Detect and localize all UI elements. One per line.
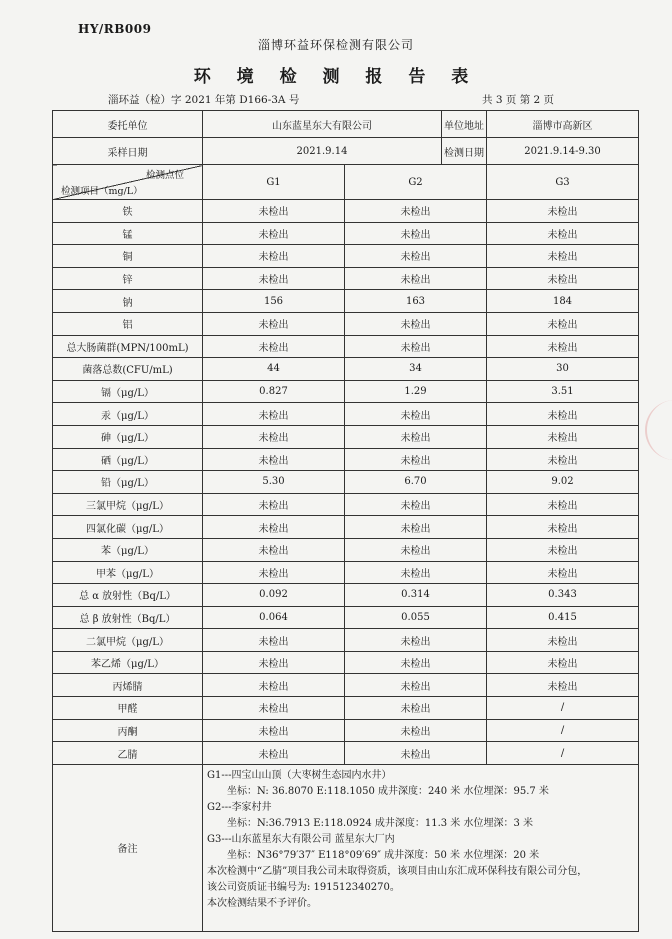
g3-cell: 0.415 <box>487 606 639 629</box>
item-cell: 丙酮 <box>53 719 203 742</box>
g2-cell: 163 <box>345 290 487 313</box>
g3-cell: 未检出 <box>487 448 639 471</box>
item-cell: 甲苯（μg/L） <box>53 561 203 584</box>
column-g3: G3 <box>487 165 639 200</box>
table-row <box>53 200 639 223</box>
item-label: 检测项目（mg/L） <box>61 186 143 197</box>
g1-cell: 0.064 <box>203 606 345 629</box>
table-row <box>53 222 639 245</box>
item-cell: 总 α 放射性（Bq/L） <box>53 584 203 607</box>
g3-cell: 未检出 <box>487 425 639 448</box>
item-cell: 砷（μg/L） <box>53 425 203 448</box>
g2-cell: 未检出 <box>345 561 487 584</box>
item-cell: 铜 <box>53 245 203 268</box>
item-cell: 菌落总数(CFU/mL) <box>53 358 203 381</box>
item-cell: 汞（μg/L） <box>53 403 203 426</box>
g1-cell: 未检出 <box>203 403 345 426</box>
g3-cell: 未检出 <box>487 245 639 268</box>
g1-cell: 0.827 <box>203 380 345 403</box>
table-row <box>53 697 639 720</box>
table-row <box>53 584 639 607</box>
g2-cell: 34 <box>345 358 487 381</box>
g2-cell: 未检出 <box>345 697 487 720</box>
item-cell: 苯（μg/L） <box>53 538 203 561</box>
g3-cell: 未检出 <box>487 516 639 539</box>
g3-cell: 184 <box>487 290 639 313</box>
table-row <box>53 606 639 629</box>
g3-cell: / <box>487 719 639 742</box>
g1-cell: 未检出 <box>203 538 345 561</box>
g1-cell: 未检出 <box>203 651 345 674</box>
g2-cell: 未检出 <box>345 245 487 268</box>
g3-cell: 未检出 <box>487 629 639 652</box>
item-cell: 铝 <box>53 312 203 335</box>
g2-cell: 未检出 <box>345 538 487 561</box>
remarks-line: 本次检测结果不予评价。 <box>207 897 317 909</box>
g2-cell: 未检出 <box>345 719 487 742</box>
diagonal-header-cell <box>53 165 203 200</box>
table-row <box>53 629 639 652</box>
g2-cell: 未检出 <box>345 312 487 335</box>
document-number: HY/RB009 <box>78 22 152 36</box>
g1-cell: 未检出 <box>203 561 345 584</box>
remarks-row <box>53 764 639 931</box>
item-cell: 乙腈 <box>53 742 203 765</box>
column-g2: G2 <box>345 165 487 200</box>
page-count: 共 3 页 第 2 页 <box>482 94 555 106</box>
g2-cell: 0.314 <box>345 584 487 607</box>
g2-cell: 未检出 <box>345 267 487 290</box>
g2-cell: 6.70 <box>345 471 487 494</box>
table-row <box>53 358 639 381</box>
g2-cell: 1.29 <box>345 380 487 403</box>
g1-cell: 未检出 <box>203 245 345 268</box>
table-row <box>53 516 639 539</box>
item-cell: 二氯甲烷（μg/L） <box>53 629 203 652</box>
g1-cell: 未检出 <box>203 493 345 516</box>
remarks-line: G2---李家村井 <box>207 801 272 813</box>
g1-cell: 未检出 <box>203 200 345 223</box>
item-cell: 硒（μg/L） <box>53 448 203 471</box>
g2-cell: 未检出 <box>345 200 487 223</box>
g1-cell: 0.092 <box>203 584 345 607</box>
g3-cell: 未检出 <box>487 561 639 584</box>
remarks-content <box>203 764 639 931</box>
g3-cell: 30 <box>487 358 639 381</box>
remarks-line: 坐标：N36°79′37″ E118°09′69″ 成井深度：50 米 水位埋深：20 米 <box>227 849 540 861</box>
g1-cell: 未检出 <box>203 742 345 765</box>
item-cell: 总大肠菌群(MPN/100mL) <box>53 335 203 358</box>
results-table <box>52 110 639 932</box>
g3-cell: 未检出 <box>487 674 639 697</box>
remarks-line: 本次检测中“乙腈”项目我公司未取得资质，该项目由山东汇成环保科技有限公司分包， <box>207 865 588 877</box>
client-row <box>53 111 639 138</box>
g1-cell: 未检出 <box>203 425 345 448</box>
g1-cell: 未检出 <box>203 335 345 358</box>
client-label: 委托单位 <box>53 111 203 138</box>
g2-cell: 未检出 <box>345 493 487 516</box>
g3-cell: 3.51 <box>487 380 639 403</box>
g3-cell: 未检出 <box>487 222 639 245</box>
g2-cell: 未检出 <box>345 651 487 674</box>
table-row <box>53 674 639 697</box>
table-row <box>53 561 639 584</box>
g1-cell: 未检出 <box>203 719 345 742</box>
table-row <box>53 245 639 268</box>
test-date-label: 检测日期 <box>442 138 487 165</box>
table-row <box>53 335 639 358</box>
g2-cell: 未检出 <box>345 335 487 358</box>
item-cell: 苯乙烯（μg/L） <box>53 651 203 674</box>
g3-cell: 未检出 <box>487 312 639 335</box>
date-row <box>53 138 639 165</box>
g3-cell: 未检出 <box>487 538 639 561</box>
g3-cell: 未检出 <box>487 403 639 426</box>
table-row <box>53 448 639 471</box>
table-row <box>53 380 639 403</box>
table-row <box>53 493 639 516</box>
seal-stamp <box>645 400 672 460</box>
item-cell: 丙烯腈 <box>53 674 203 697</box>
g2-cell: 未检出 <box>345 629 487 652</box>
g3-cell: 0.343 <box>487 584 639 607</box>
g1-cell: 未检出 <box>203 629 345 652</box>
g1-cell: 5.30 <box>203 471 345 494</box>
address-label: 单位地址 <box>442 111 487 138</box>
g2-cell: 未检出 <box>345 222 487 245</box>
g1-cell: 156 <box>203 290 345 313</box>
g1-cell: 未检出 <box>203 516 345 539</box>
test-date-value: 2021.9.14-9.30 <box>487 138 639 165</box>
g2-cell: 未检出 <box>345 403 487 426</box>
g3-cell: 9.02 <box>487 471 639 494</box>
table-row <box>53 425 639 448</box>
column-header-row <box>53 165 639 200</box>
point-label: 检测点位 <box>145 170 184 181</box>
item-cell: 钠 <box>53 290 203 313</box>
client-value: 山东蓝星东大有限公司 <box>203 111 442 138</box>
g1-cell: 未检出 <box>203 267 345 290</box>
g3-cell: 未检出 <box>487 651 639 674</box>
g3-cell: / <box>487 742 639 765</box>
g1-cell: 未检出 <box>203 222 345 245</box>
g3-cell: / <box>487 697 639 720</box>
sample-date-label: 采样日期 <box>53 138 203 165</box>
table-row <box>53 719 639 742</box>
item-cell: 甲醛 <box>53 697 203 720</box>
g1-cell: 44 <box>203 358 345 381</box>
item-cell: 四氯化碳（μg/L） <box>53 516 203 539</box>
item-cell: 铅（μg/L） <box>53 471 203 494</box>
table-row <box>53 471 639 494</box>
remarks-line: 坐标：N:36.7913 E:118.0924 成井深度：11.3 米 水位埋深：3 米 <box>227 817 534 829</box>
g2-cell: 未检出 <box>345 742 487 765</box>
g2-cell: 未检出 <box>345 674 487 697</box>
remarks-line: 坐标：N: 36.8070 E:118.1050 成井深度：240 米 水位埋深：95.7 米 <box>227 785 549 797</box>
report-title: 环 境 检 测 报 告 表 <box>193 67 479 87</box>
g1-cell: 未检出 <box>203 448 345 471</box>
g3-cell: 未检出 <box>487 200 639 223</box>
table-row <box>53 267 639 290</box>
g3-cell: 未检出 <box>487 493 639 516</box>
company-name: 淄博环益环保检测有限公司 <box>257 38 414 52</box>
g3-cell: 未检出 <box>487 267 639 290</box>
address-value: 淄博市高新区 <box>487 111 639 138</box>
remarks-line: 该公司资质证书编号为: 191512340270。 <box>207 881 400 893</box>
item-cell: 铁 <box>53 200 203 223</box>
remarks-label: 备注 <box>53 764 203 931</box>
item-cell: 锌 <box>53 267 203 290</box>
table-row <box>53 312 639 335</box>
item-cell: 锰 <box>53 222 203 245</box>
g3-cell: 未检出 <box>487 335 639 358</box>
table-row <box>53 742 639 765</box>
g2-cell: 未检出 <box>345 448 487 471</box>
remarks-line: G3---山东蓝星东大有限公司 蓝星东大厂内 <box>207 833 395 845</box>
sample-date-value: 2021.9.14 <box>203 138 442 165</box>
table-row <box>53 403 639 426</box>
g2-cell: 未检出 <box>345 516 487 539</box>
g1-cell: 未检出 <box>203 312 345 335</box>
g2-cell: 0.055 <box>345 606 487 629</box>
item-cell: 三氯甲烷（μg/L） <box>53 493 203 516</box>
table-row <box>53 290 639 313</box>
remarks-line: G1---四宝山山顶（大枣树生态园内水井） <box>207 769 392 781</box>
table-row <box>53 538 639 561</box>
report-reference: 淄环益（检）字 2021 年第 D166-3A 号 <box>108 94 300 106</box>
item-cell: 总 β 放射性（Bq/L） <box>53 606 203 629</box>
g1-cell: 未检出 <box>203 674 345 697</box>
item-cell: 镉（μg/L） <box>53 380 203 403</box>
column-g1: G1 <box>203 165 345 200</box>
g1-cell: 未检出 <box>203 697 345 720</box>
g2-cell: 未检出 <box>345 425 487 448</box>
table-row <box>53 651 639 674</box>
